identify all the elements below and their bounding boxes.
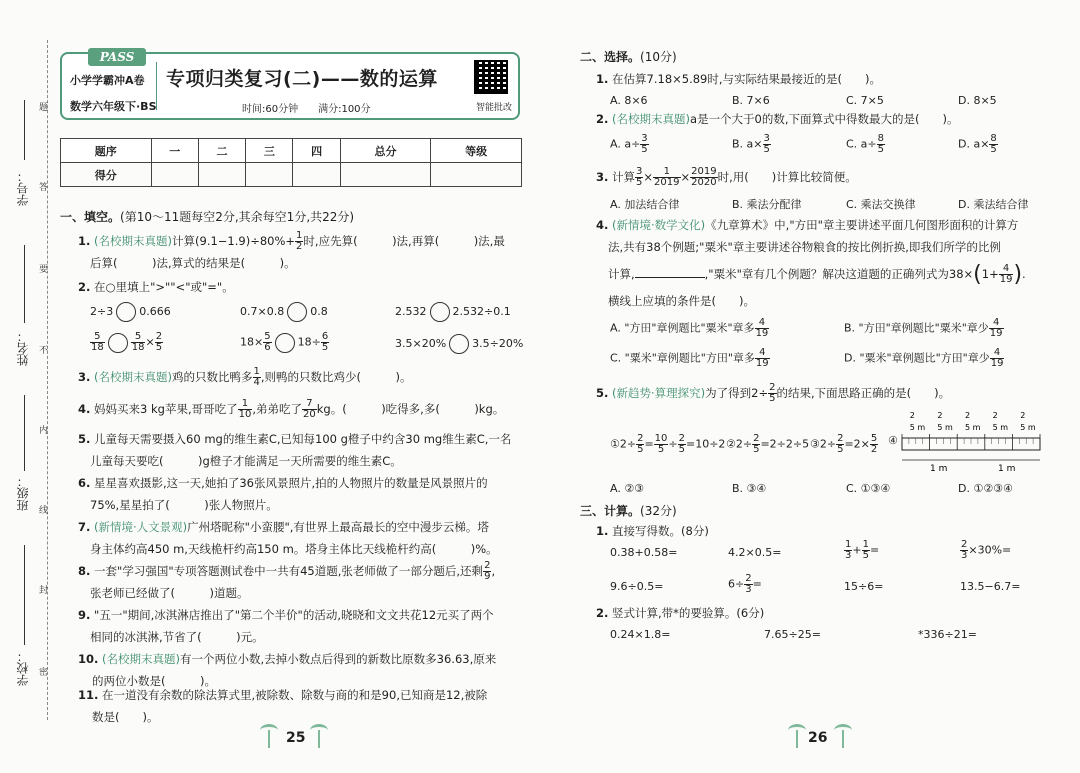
score-input-cell[interactable] xyxy=(198,163,245,187)
option-c[interactable]: C. ①③④ xyxy=(846,482,891,495)
gutter-label-name: 姓名： xyxy=(16,330,30,366)
worksheet-title: 专项归类复习(二)——数的运算 xyxy=(166,68,438,90)
compare-item: 3.5×20% 3.5÷20% xyxy=(395,334,523,354)
option-c[interactable]: C. 7×5 xyxy=(846,94,884,107)
question-9 xyxy=(78,604,528,648)
option-d[interactable]: D. ①②③④ xyxy=(958,482,1013,495)
choice-question-5: 5. (新趋势·算理探究)为了得到2÷ $\frac{2}{5}$ 的结果,下面思路正确的是( )。 xyxy=(596,382,951,404)
gutter-mark: 密 xyxy=(39,668,49,678)
question-number: 8. xyxy=(78,564,91,578)
question-tag: (新情境·人文景观) xyxy=(94,520,188,534)
cut-line xyxy=(47,40,48,720)
score-cell: 一 xyxy=(151,139,198,163)
question-text: 身主体约高450 m,天线桅杆约高150 m。塔身主体比天线桅杆约高( )%。 xyxy=(90,542,498,556)
score-cell: 得分 xyxy=(61,163,152,187)
option-a[interactable]: A. 8×6 xyxy=(610,94,648,107)
section-note: (第10～11题每空2分,其余每空1分,共22分) xyxy=(120,210,355,224)
section-calculation xyxy=(580,502,677,519)
compare-circle[interactable] xyxy=(430,302,450,322)
question-1 xyxy=(78,230,528,274)
question-8: 8. 一套"学习强国"专项答题测试卷中一共有45道题,张老师做了一部分题后,还剩 $\frac{2}{9}$ , 张老师已经做了( )道题。 xyxy=(78,560,496,600)
question-text: 儿童每天需要摄入60 mg的维生素C,已知每100 g橙子中约含30 mg维生素C,一名 xyxy=(94,432,512,446)
question-4: 4. 妈妈买来3 kg苹果,哥哥吃了 $\frac{1}{10}$ ,弟弟吃了 $\frac{7}{20}$ kg。( )吃得多,多( )kg。 xyxy=(78,398,505,420)
option-b[interactable]: B. 7×6 xyxy=(732,94,770,107)
binding-gutter xyxy=(0,0,60,773)
approach-2: ②2÷ $\frac{2}{5}$ =2÷2÷5 xyxy=(726,433,810,455)
question-text: 鸡的只数比鸭多 xyxy=(172,370,253,384)
score-cell: 二 xyxy=(198,139,245,163)
question-number: 2. xyxy=(78,280,91,294)
question-text: 张老师已经做了( )道题。 xyxy=(90,586,249,600)
calc-item: 13.5−6.7= xyxy=(960,580,1021,593)
calc-item: 7.65÷25= xyxy=(764,628,821,641)
score-input-cell[interactable] xyxy=(431,163,522,187)
option-d[interactable]: D. a× $\frac{8}{5}$ xyxy=(958,133,997,155)
gutter-label-school: 学校： xyxy=(16,650,30,686)
ruler-fraction-label: 2 xyxy=(909,411,915,420)
approach-1: ①2÷ $\frac{2}{5}$ = $\frac{10}{5}$ ÷ $\frac{2}{5}$ =10÷2 xyxy=(610,433,726,455)
ruler-unit-2: 1 m xyxy=(998,464,1016,474)
answer-blank[interactable] xyxy=(635,277,705,278)
gutter-line-name xyxy=(24,245,25,323)
question-number: 2. xyxy=(596,112,609,126)
question-tag: (名校期末真题) xyxy=(94,370,173,384)
section-note: (10分) xyxy=(640,50,677,64)
question-text: ,"粟米"章有几个例题？解决这道题的正确列式为38× xyxy=(704,267,974,281)
option-b[interactable]: B. "方田"章例题比"粟米"章少 $\frac{4}{19}$ xyxy=(844,317,1003,339)
question-text: "五一"期间,冰淇淋店推出了"第二个半价"的活动,晓晓和文文共花12元买了两个 xyxy=(94,608,494,622)
question-number: 7. xyxy=(78,520,91,534)
question-text: 一套"学习强国"专项答题测试卷中一共有45道题,张老师做了一部分题后,还剩 xyxy=(94,564,484,578)
option-a[interactable]: A. ②③ xyxy=(610,482,645,495)
time-score-info: 时间:60分钟 满分:100分 xyxy=(242,104,371,115)
series-name: 小学学霸冲A卷 xyxy=(70,74,145,87)
ruler-unit-1: 1 m xyxy=(930,464,948,474)
page-number: 25 xyxy=(286,730,306,746)
question-number: 5. xyxy=(78,432,91,446)
question-number: 1. xyxy=(78,234,91,248)
question-text: 时,应先算( )法,再算( )法,最 xyxy=(303,234,505,248)
question-text: 有一个两位小数,去掉小数点后得到的新数比原数多36.63,原来 xyxy=(180,652,497,666)
option-c[interactable]: C. a÷ $\frac{8}{5}$ xyxy=(846,133,885,155)
worksheet-header xyxy=(60,52,520,120)
question-text: 在一道没有余数的除法算式里,被除数、除数与商的和是90,已知商是12,被除 xyxy=(102,688,488,702)
question-number: 4. xyxy=(78,402,91,416)
choice-question-4: 4. (新情境·数学文化)《九章算术》中,"方田"章主要讲述平面几何图形面积的计算方 法,共有38个例题;"粟米"章主要讲述谷物粮食的按比例折换,即我们所学的比例 计算, ,"粟米"章有几个例题？解决这道题的正确列式为38×(1+ $\frac{4}{19}$ ). 横线上应填的条件是( )。 xyxy=(596,218,1026,308)
question-text: 为了得到2÷ xyxy=(705,386,769,400)
score-cell: 等级 xyxy=(431,139,522,163)
question-text: 横线上应填的条件是( )。 xyxy=(608,294,755,308)
question-number: 5. xyxy=(596,386,609,400)
sprout-icon xyxy=(308,724,330,748)
question-text: 75%,星星拍了( )张人物照片。 xyxy=(90,498,278,512)
question-text: 计算 xyxy=(612,170,636,184)
calc-item: *336÷21= xyxy=(918,628,977,641)
fraction: $\frac{1}{2}$ xyxy=(296,230,303,252)
question-text: ,弟弟吃了 xyxy=(252,402,303,416)
question-text: 计算, xyxy=(608,267,635,281)
compare-item: 2÷3 0.666 xyxy=(90,302,171,322)
option-b[interactable]: B. ③④ xyxy=(732,482,767,495)
question-text: 相同的冰淇淋,节省了( )元。 xyxy=(90,630,264,644)
section-title: 二、选择。 xyxy=(580,50,641,64)
score-table-header-row xyxy=(61,139,522,163)
question-text: 广州塔昵称"小蛮腰",有世界上最高最长的空中漫步云梯。塔 xyxy=(187,520,489,534)
ruler-fraction-label: 5 m xyxy=(1020,423,1036,432)
option-b[interactable]: B. a× $\frac{3}{5}$ xyxy=(732,133,770,155)
gutter-mark: 答 xyxy=(39,183,49,193)
question-text: kg。( )吃得多,多( )kg。 xyxy=(316,402,505,416)
question-tag: (新趋势·算理探究) xyxy=(612,386,706,400)
section-note: (32分) xyxy=(640,504,677,518)
option-c[interactable]: C. "粟米"章例题比"方田"章多 $\frac{4}{19}$ xyxy=(610,347,769,369)
gutter-line-id xyxy=(24,100,25,160)
question-number: 6. xyxy=(78,476,91,490)
gutter-mark: 封 xyxy=(39,586,49,596)
score-input-cell[interactable] xyxy=(293,163,340,187)
compare-item: $\frac{5}{18}$ $\frac{5}{18}$ × $\frac{2}{5}$ xyxy=(91,331,163,353)
ruler-fraction-label: 2 xyxy=(1020,411,1026,420)
compare-item: 18× $\frac{5}{6}$ 18÷ $\frac{6}{5}$ xyxy=(240,331,329,353)
score-input-cell[interactable] xyxy=(151,163,198,187)
choice-question-2 xyxy=(596,108,959,130)
score-cell: 三 xyxy=(246,139,293,163)
compare-circle[interactable] xyxy=(449,334,469,354)
score-table-score-row xyxy=(61,163,522,187)
question-text: 妈妈买来3 kg苹果,哥哥吃了 xyxy=(94,402,238,416)
question-text: , xyxy=(491,564,496,578)
compare-circle[interactable] xyxy=(108,333,128,353)
score-cell: 总分 xyxy=(340,139,431,163)
question-text: 在估算7.18×5.89时,与实际结果最接近的是( )。 xyxy=(612,72,882,86)
calc-item: 6÷ $\frac{2}{3}$ = xyxy=(728,573,762,595)
question-11 xyxy=(78,684,528,728)
score-input-cell[interactable] xyxy=(246,163,293,187)
gutter-label-id: 学号： xyxy=(16,170,30,206)
question-number: 1. xyxy=(596,72,609,86)
calc-item: 0.38+0.58= xyxy=(610,546,678,559)
qr-label: 智能批改 xyxy=(475,103,512,113)
option-a[interactable]: A. "方田"章例题比"粟米"章多 $\frac{4}{19}$ xyxy=(610,317,769,339)
question-number: 9. xyxy=(78,608,91,622)
question-text: 在○里填上">""<"或"="。 xyxy=(94,280,234,294)
question-text: 星星喜欢摄影,这一天,她拍了36张风景照片,拍的人物照片的数量是风景照片的 xyxy=(94,476,488,490)
page-number: 26 xyxy=(808,730,828,746)
question-number: 2. xyxy=(596,606,609,620)
question-tag: (名校期末真题) xyxy=(94,234,173,248)
question-text: 儿童每天要吃( )g橙子才能满足一天所需要的维生素C。 xyxy=(90,454,402,468)
choice-question-3: 3. 计算 $\frac{3}{5}$ × $\frac{1}{2019}$ × $\frac{2019}{2020}$ 时,用( )计算比较简便。 xyxy=(596,166,857,188)
choice-question-1 xyxy=(596,68,881,90)
calc-question-2 xyxy=(596,602,764,624)
ruler-fraction-label: 2 xyxy=(992,411,998,420)
grade-label: 数学六年级下·BS xyxy=(70,100,157,113)
ruler-fraction-label: 2 xyxy=(965,411,971,420)
calc-item: $\frac{2}{3}$ ×30%= xyxy=(961,539,1012,561)
question-text: ,则鸭的只数比鸡少( )。 xyxy=(260,370,412,384)
question-number: 10. xyxy=(78,652,99,666)
gutter-label-class: 班级： xyxy=(16,475,30,511)
score-cell: 四 xyxy=(293,139,340,163)
sprout-icon xyxy=(258,724,280,748)
question-text: 法,共有38个例题;"粟米"章主要讲述谷物粮食的按比例折换,即我们所学的比例 xyxy=(608,240,1001,254)
compare-circle[interactable] xyxy=(116,302,136,322)
ruler-fraction-label: 5 m xyxy=(965,423,981,432)
score-input-cell[interactable] xyxy=(340,163,431,187)
calc-item: 15÷6= xyxy=(844,580,884,593)
gutter-mark: 题 xyxy=(39,103,49,113)
score-cell: 题序 xyxy=(61,139,152,163)
option-d[interactable]: D. 8×5 xyxy=(958,94,997,107)
question-text: 时,用( )计算比较简便。 xyxy=(717,170,857,184)
gutter-line-class xyxy=(24,395,25,471)
question-number: 3. xyxy=(596,170,609,184)
question-tag: (名校期末真题) xyxy=(102,652,181,666)
question-text: 数是( )。 xyxy=(92,710,159,724)
ruler-fraction-label: 5 m xyxy=(937,423,953,432)
gutter-mark: 内 xyxy=(39,426,49,436)
question-2 xyxy=(78,276,234,298)
question-text: 的两位小数是( )。 xyxy=(92,674,216,688)
section-title: 一、填空。 xyxy=(60,210,121,224)
sprout-icon xyxy=(786,724,808,748)
question-number: 11. xyxy=(78,688,99,702)
option-b[interactable]: B. 乘法分配律 xyxy=(732,198,802,211)
ruler-fraction-label: 5 m xyxy=(909,423,926,432)
approach-4: ④ xyxy=(888,434,898,447)
question-text: a是一个大于0的数,下面算式中得数最大的是( )。 xyxy=(690,112,959,126)
question-text: 《九章算术》中,"方田"章主要讲述平面几何图形面积的计算方 xyxy=(705,218,1019,232)
question-7 xyxy=(78,516,528,560)
option-d[interactable]: D. "粟米"章例题比"方田"章少 $\frac{4}{19}$ xyxy=(844,347,1004,369)
question-number: 1. xyxy=(596,524,609,538)
question-text: 直接写得数。(8分) xyxy=(612,524,709,538)
sprout-icon xyxy=(832,724,854,748)
ruler-diagram xyxy=(896,408,1046,476)
pass-logo: PASS xyxy=(88,48,146,66)
option-a[interactable]: A. a÷ $\frac{3}{5}$ xyxy=(610,133,648,155)
ruler-fraction-label: 2 xyxy=(937,411,943,420)
compare-circle[interactable] xyxy=(275,333,295,353)
question-tag: (名校期末真题) xyxy=(612,112,691,126)
qr-code-icon xyxy=(474,60,508,94)
section-choice xyxy=(580,48,677,65)
right-page xyxy=(540,0,1080,773)
header-divider xyxy=(156,62,157,110)
compare-item: 0.7×0.8 0.8 xyxy=(240,302,328,322)
gutter-mark: 要 xyxy=(39,265,49,275)
gutter-mark: 线 xyxy=(39,506,49,516)
calc-item: 9.6÷0.5= xyxy=(610,580,664,593)
calc-question-1 xyxy=(596,520,709,542)
question-text: 后算( )法,算式的结果是( )。 xyxy=(90,256,296,270)
section-fill-in xyxy=(60,208,354,225)
calc-item: 0.24×1.8= xyxy=(610,628,671,641)
gutter-line-school xyxy=(24,545,25,645)
ruler-fraction-label: 5 m xyxy=(992,423,1009,432)
question-text: 的结果,下面思路正确的是( )。 xyxy=(776,386,951,400)
section-title: 三、计算。 xyxy=(580,504,641,518)
question-text: 竖式计算,带*的要验算。(6分) xyxy=(612,606,765,620)
option-c[interactable]: C. 乘法交换律 xyxy=(846,198,916,211)
question-6 xyxy=(78,472,528,516)
option-a[interactable]: A. 加法结合律 xyxy=(610,198,680,211)
question-tag: (新情境·数学文化) xyxy=(612,218,706,232)
approach-3: ③2÷ $\frac{2}{5}$ =2× $\frac{5}{2}$ xyxy=(810,433,878,455)
question-text: 计算(9.1−1.9)÷80%+ xyxy=(172,234,296,248)
question-number: 3. xyxy=(78,370,91,384)
compare-circle[interactable] xyxy=(287,302,307,322)
calc-item: 4.2×0.5= xyxy=(728,546,782,559)
gutter-mark: 不 xyxy=(39,346,49,356)
question-5 xyxy=(78,428,528,472)
option-d[interactable]: D. 乘法结合律 xyxy=(958,198,1029,211)
question-number: 4. xyxy=(596,218,609,232)
compare-item: 2.532 2.532÷0.1 xyxy=(395,302,511,322)
calc-item: $\frac{1}{3}$ + $\frac{1}{5}$ = xyxy=(845,539,880,561)
question-3: 3. (名校期末真题)鸡的只数比鸭多 $\frac{1}{4}$ ,则鸭的只数比鸡少( )。 xyxy=(78,366,412,388)
score-table xyxy=(60,138,522,187)
